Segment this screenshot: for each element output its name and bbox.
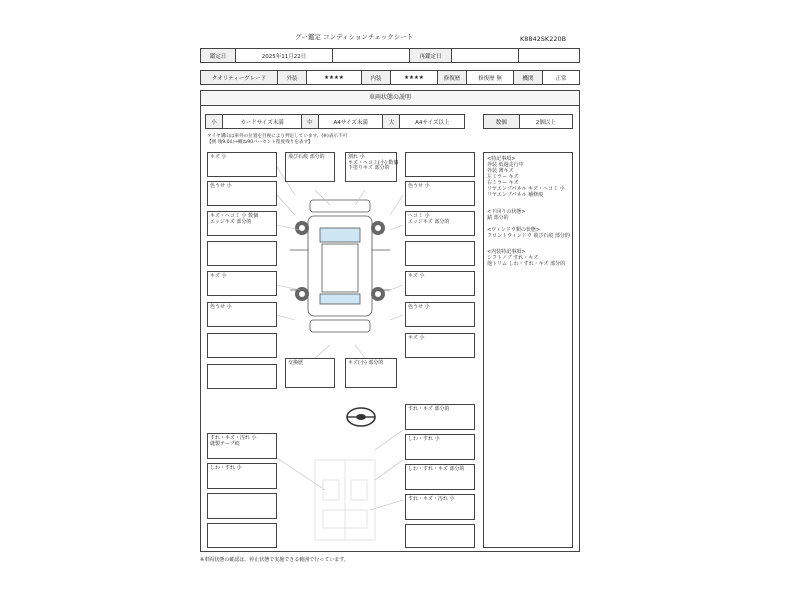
legend-count-label: 数個	[484, 115, 520, 129]
ext-box-l4	[207, 241, 277, 266]
notes-underbody: <下回りの状態> 錆 部分的	[487, 209, 526, 221]
exterior-stars: ★★★★	[307, 71, 362, 85]
ext-box-l7	[207, 333, 277, 358]
ext-box-r1	[405, 152, 475, 177]
int-label-r3: しわ・すれ・キズ 部分的	[408, 466, 465, 472]
ext-box-l8	[207, 364, 277, 389]
re-date-value	[452, 49, 519, 63]
ext-box-l3	[207, 211, 277, 236]
notes-windows: <ウィンドウ類の状態> フロントウィンドウ 飛び石痕 部分的	[487, 227, 570, 239]
int-box-r5	[405, 524, 475, 548]
footer-note: ※車両状態の確認は、停止状態で実施できる範囲で行っています。	[200, 557, 349, 563]
ext-box-l1	[207, 152, 277, 177]
re-date-label: 再鑑定日	[410, 49, 452, 63]
date-value: 2025年11月22日	[236, 49, 333, 63]
quality-label: クオリティーグレード	[201, 71, 278, 85]
int-label-r4: すれ・キズ・汚れ 小	[408, 496, 455, 502]
grade-row	[200, 70, 580, 85]
ext-box-l2	[207, 181, 277, 206]
ext-box-r6	[405, 302, 475, 327]
ext-label-l3: キズ・ヘコミ 小 数個 エッジキズ 部分的	[210, 213, 259, 225]
repair-value: 修復歴 無	[467, 71, 514, 85]
ext-label-r3: ヘコミ 小 エッジキズ 部分的	[408, 213, 450, 225]
ext-box-c2	[345, 152, 397, 182]
size-legend	[205, 114, 465, 129]
ext-box-r7	[405, 333, 475, 358]
ext-label-l2: 色うせ 小	[210, 183, 232, 189]
int-box-l1	[207, 433, 277, 459]
engine-value: 正常	[543, 71, 580, 85]
ext-label-c3: 交換歴	[288, 360, 304, 366]
ext-label-l1: キズ 小	[210, 154, 227, 160]
ext-box-c3	[285, 358, 335, 388]
interior-label: 内装	[362, 71, 391, 85]
ext-box-c4	[345, 358, 397, 388]
ext-label-c2: 割れ 小 キズ・ヘコミ(小) 数個 下塗りキズ 部分的	[348, 154, 399, 172]
legend-large-value: A4サイズ以上	[400, 115, 465, 129]
legend-medium-label: 中	[301, 115, 318, 129]
tire-note-1: タイヤ溝山は車外の位置を目視により判定しています。(※)表示不可	[207, 134, 348, 139]
int-box-r4	[405, 494, 475, 520]
ext-box-r2	[405, 181, 475, 206]
legend-small-label: 小	[206, 115, 223, 129]
sheet-title: グー鑑定 コンディションチェックシート	[295, 33, 414, 41]
spacer-cell-2	[519, 49, 580, 63]
int-box-l3	[207, 493, 277, 519]
ext-label-r6: 色うせ 小	[408, 304, 430, 310]
interior-diagram	[295, 450, 395, 550]
legend-large-label: 大	[383, 115, 400, 129]
ext-box-c1	[285, 152, 335, 182]
ext-box-r5	[405, 271, 475, 296]
legend-small-value: カードサイズ未満	[223, 115, 302, 129]
ext-label-r2: 色うせ 小	[408, 183, 430, 189]
ext-box-r4	[405, 241, 475, 266]
int-box-l4	[207, 523, 277, 548]
int-box-r3	[405, 464, 475, 490]
ext-box-r3	[405, 211, 475, 236]
ext-label-c4: キズ(小) 部分的	[348, 360, 384, 366]
engine-label: 機関	[514, 71, 543, 85]
int-label-l2: しわ・すれ 小	[210, 465, 242, 471]
sheet-code: K8842SK220B	[520, 35, 567, 43]
exterior-label: 外装	[278, 71, 307, 85]
ext-label-r7: キズ 小	[408, 335, 425, 341]
int-box-r1	[405, 404, 475, 430]
notes-panel	[483, 152, 573, 548]
interior-stars: ★★★★	[391, 71, 438, 85]
int-label-r2: しわ・すれ 小	[408, 436, 440, 442]
legend-count-value: 2個以上	[519, 115, 572, 129]
ext-box-l6	[207, 302, 277, 327]
date-label: 鑑定日	[201, 49, 236, 63]
tire-note-2: 【例 残9.0山→概ね90パーセント程度残りを表す】	[207, 140, 313, 145]
repair-label: 修復歴	[438, 71, 467, 85]
int-box-l2	[207, 463, 277, 489]
ext-label-l5: キズ 小	[210, 273, 227, 279]
notes-special: <特記事項> 外装 低過走行中 外装 薄キズ 左ミラー キズ 右ミラー キズ リヤエンブパネル キズ・ヘコミ 小 リヤエンブパネル 補修痕	[487, 156, 565, 198]
date-row	[200, 48, 580, 63]
car-diagram	[280, 180, 400, 350]
condition-check-sheet	[195, 30, 585, 575]
steering-wheel-icon	[345, 406, 377, 428]
legend-medium-value: A4サイズ未満	[318, 115, 383, 129]
ext-label-c1: 飛び石痕 部分的	[288, 154, 325, 160]
section-title: 車両状態の説明	[201, 91, 579, 106]
int-box-r2	[405, 434, 475, 460]
ext-box-l5	[207, 271, 277, 296]
count-legend	[483, 114, 573, 129]
ext-label-r5: キズ 小	[408, 273, 425, 279]
notes-interior: <内装特記事項> シフトノブ すれ・キズ 他トリム しわ・すれ・キズ 部分的	[487, 249, 566, 267]
int-label-r1: すれ・キズ 部分的	[408, 406, 450, 412]
int-label-l1: すれ・キズ・汚れ 小 縫製テープ痕	[210, 435, 257, 447]
spacer-cell	[333, 49, 410, 63]
ext-label-l6: 色うせ 小	[210, 304, 232, 310]
